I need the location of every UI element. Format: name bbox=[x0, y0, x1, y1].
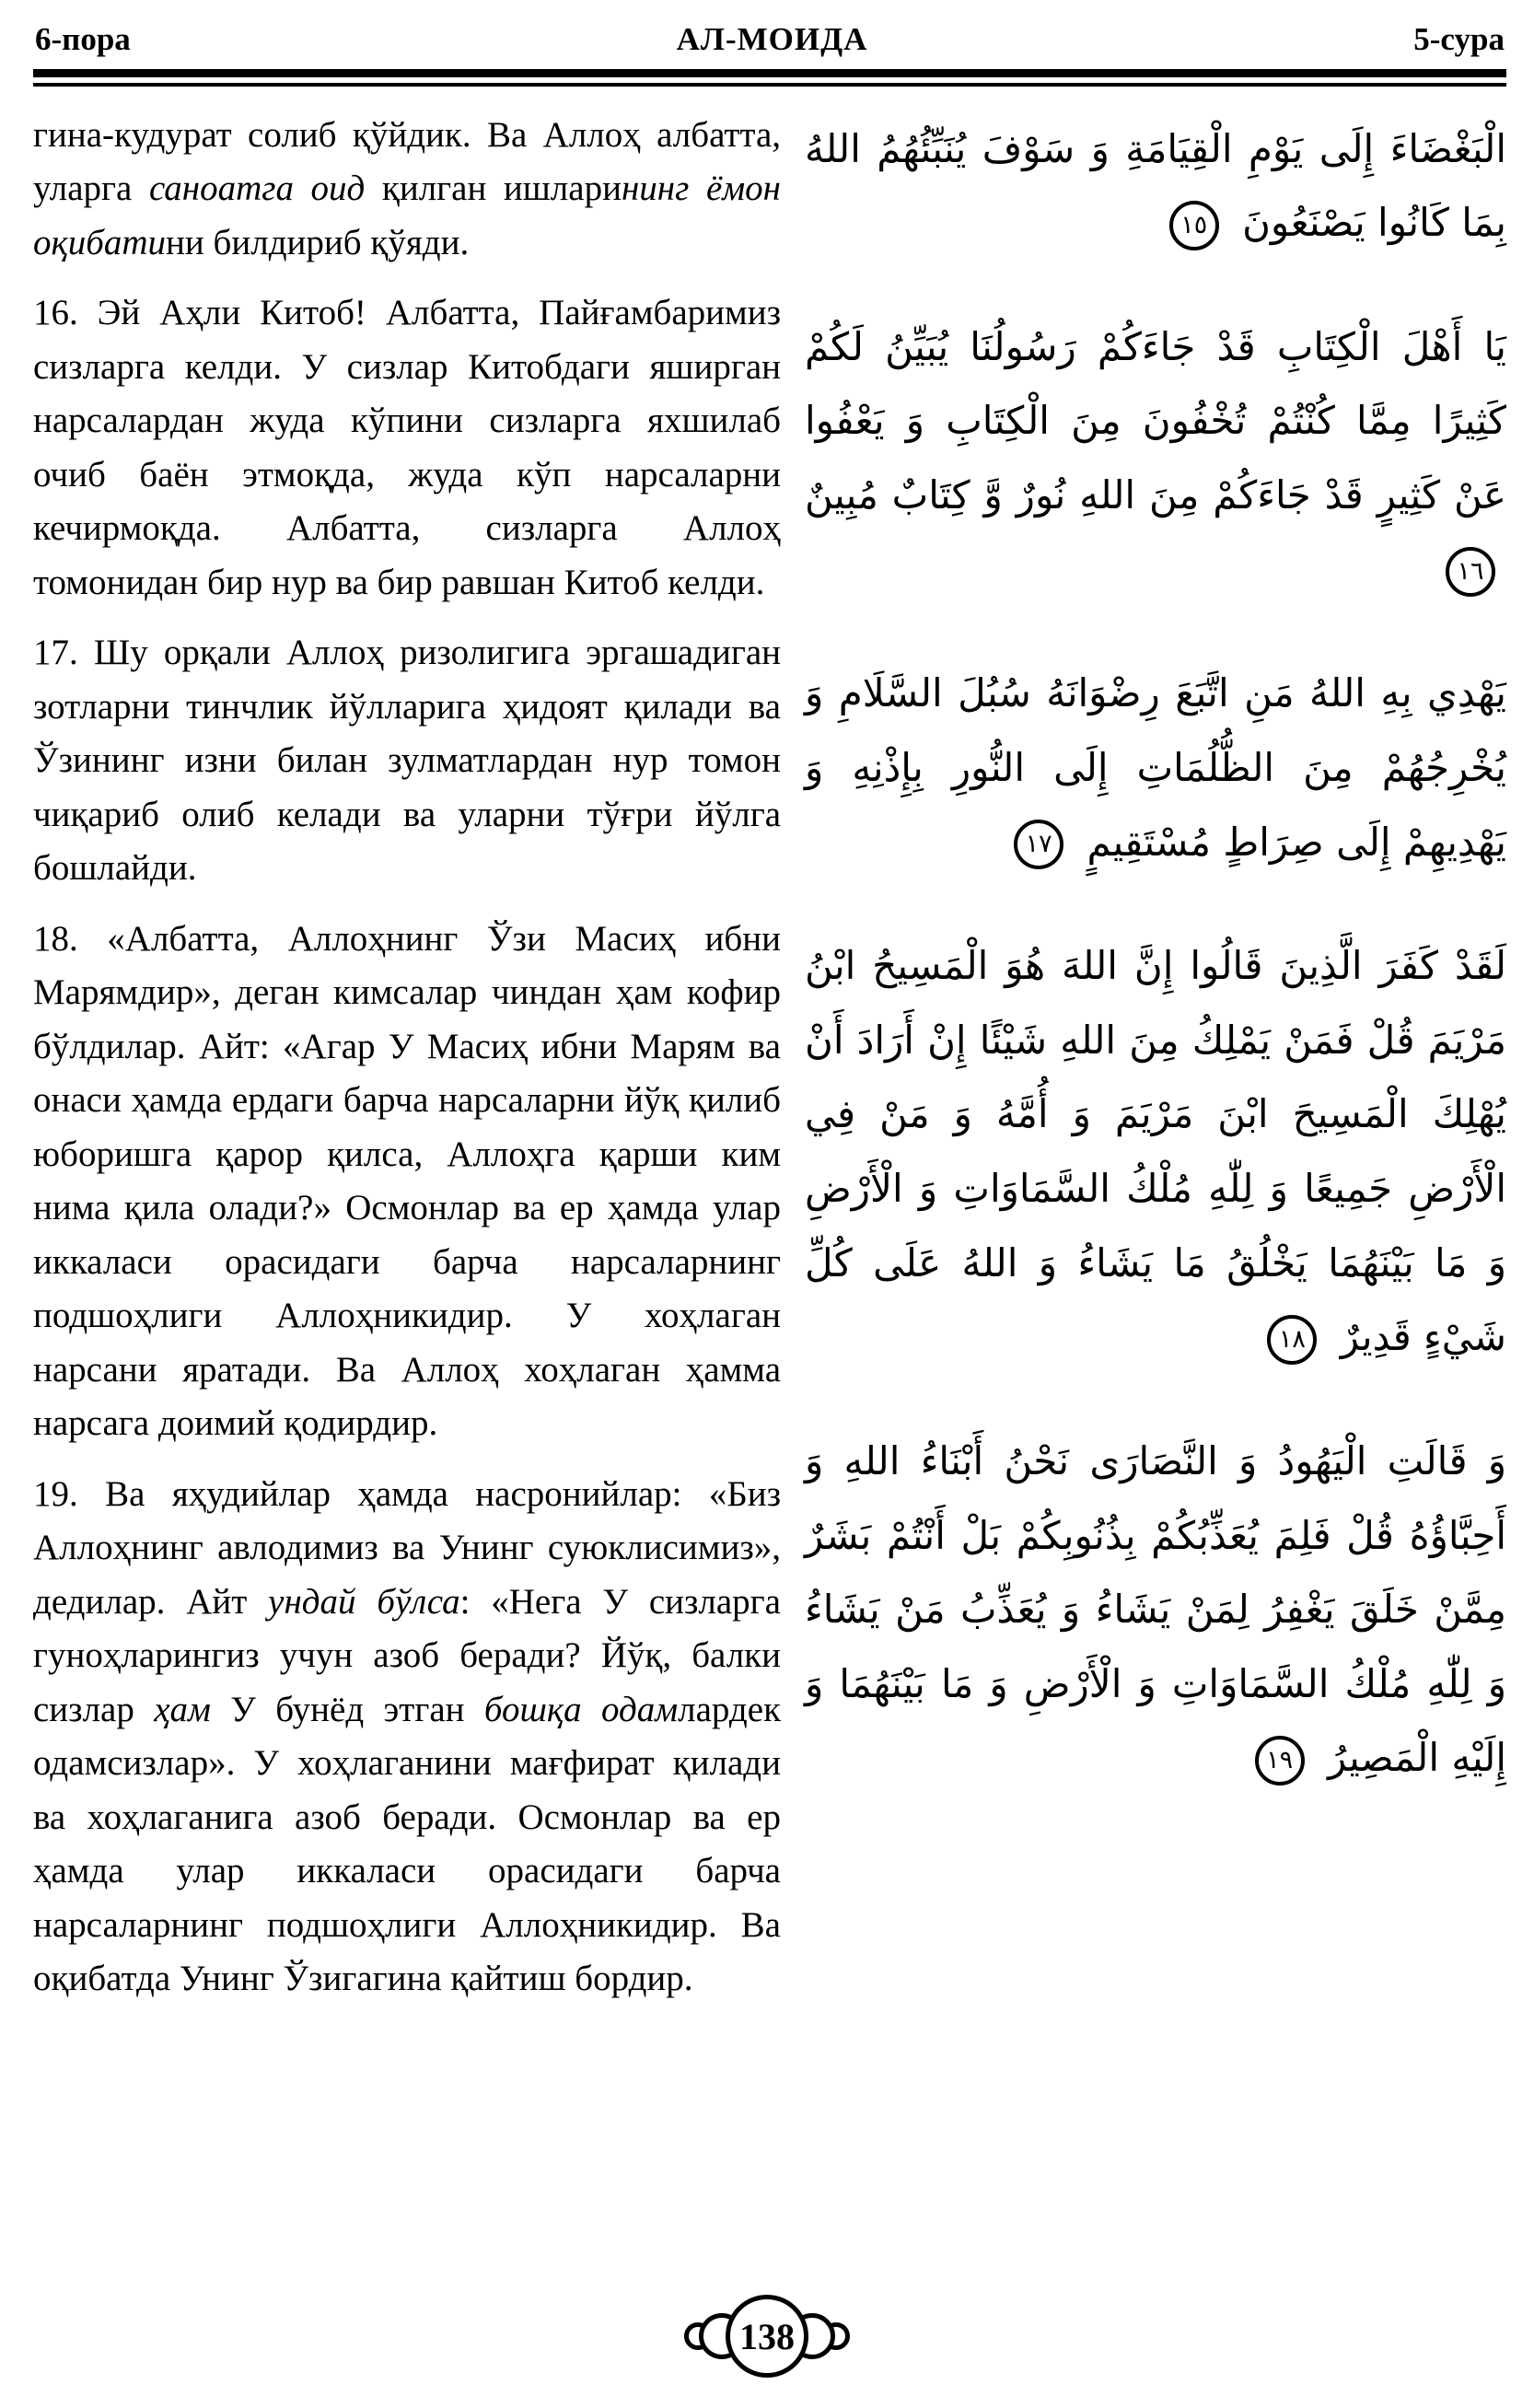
italic-text-run: нинг ёмон оқибати bbox=[33, 169, 781, 262]
ayah-number-marker: ١٦ bbox=[1446, 547, 1495, 597]
text-run: қилган ишлари bbox=[365, 169, 622, 208]
page-number-ornament bbox=[675, 2292, 859, 2380]
header-sura-number: 5-сура bbox=[1413, 21, 1505, 57]
text-run: 18. «Албатта, Аллоҳнинг Ўзи Масиҳ ибни Марямдир», деган кимсалар чиндан ҳам кофир бўлдилар. Айт: «Агар У Масиҳ ибни Марям ва онаси ҳамда ердаги барча нарсаларни йўқ қилиб юборишга қарор қилса, Аллоҳга қарши ким нима қила олади?» Осмонлар ва ер ҳамда улар иккаласи орасидаги барча нарсаларнинг подшоҳлиги Аллоҳникидир. У хоҳлаган нарсани яратади. Ва Аллоҳ хоҳлаган ҳамма нарсага доимий қодирдир. bbox=[33, 918, 781, 1443]
text-run: : «Нега У сизларга гуноҳларингиз учун азоб беради? Йўқ, балки сизлар bbox=[33, 1581, 781, 1729]
translation-paragraph bbox=[33, 626, 781, 896]
ayah-number-marker: ١٨ bbox=[1267, 1315, 1317, 1365]
arabic-verse-block bbox=[805, 929, 1506, 1375]
translation-paragraph bbox=[33, 286, 781, 610]
arabic-verse-block bbox=[805, 112, 1506, 261]
header-rule-thick bbox=[33, 69, 1506, 77]
translation-paragraph bbox=[33, 1468, 781, 2007]
page-number: 138 bbox=[726, 2295, 808, 2378]
italic-text-run: саноатга оид bbox=[148, 169, 366, 208]
arabic-verse-text: يَهْدِي بِهِ اللهُ مَنِ اتَّبَعَ رِضْوَانَهُ سُبُلَ السَّلَامِ وَ يُخْرِجُهُمْ مِنَ الظُّلُمَاتِ إِلَى النُّورِ بِإِذْنِهِ وَ يَهْدِيهِمْ إِلَى صِرَاطٍ مُسْتَقِيمٍ bbox=[805, 670, 1506, 865]
translation-paragraph bbox=[33, 109, 781, 271]
arabic-verse-block bbox=[805, 657, 1506, 879]
text-run: ни билдириб қўяди. bbox=[166, 222, 470, 262]
ayah-number-marker: ١٥ bbox=[1169, 201, 1219, 250]
translation-column bbox=[33, 109, 781, 2023]
arabic-verse-text: وَ قَالَتِ الْيَهُودُ وَ النَّصَارَى نَحْنُ أَبْنَاءُ اللهِ وَ أَحِبَّاؤُهُ قُلْ فَلِمَ يُعَذِّبُكُمْ بِذُنُوبِكُمْ بَلْ أَنْتُمْ بَشَرٌ مِمَّنْ خَلَقَ يَغْفِرُ لِمَنْ يَشَاءُ وَ يُعَذِّبُ مَنْ يَشَاءُ وَ لِلّٰهِ مُلْكُ السَّمَاوَاتِ وَ الْأَرْضِ وَ مَا بَيْنَهُمَا وَ إِلَيْهِ الْمَصِيرُ bbox=[805, 1437, 1506, 1781]
arabic-verse-block bbox=[805, 1425, 1506, 1796]
text-run: У бунёд этган bbox=[210, 1689, 484, 1729]
header-rule-thin bbox=[33, 83, 1506, 87]
page-content bbox=[33, 109, 1506, 2023]
arabic-verse-text: يَا أَهْلَ الْكِتَابِ قَدْ جَاءَكُمْ رَسُولُنَا يُبَيِّنُ لَكُمْ كَثِيرًا مِمَّا كُنْتُمْ تُخْفُونَ مِنَ الْكِتَابِ وَ يَعْفُوا عَنْ كَثِيرٍ قَدْ جَاءَكُمْ مِنَ اللهِ نُورٌ وَّ كِتَابٌ مُبِينٌ bbox=[805, 323, 1506, 518]
text-run: лардек одамсизлар». У хоҳлаганини мағфират қилади ва хоҳлаганига азоб беради. Осмонлар ва ер ҳамда улар иккаласи орасидаги барча нарсаларнинг подшоҳлиги Аллоҳникидир. Ва оқибатда Унинг Ўзигагина қайтиш бордир. bbox=[33, 1689, 782, 1998]
arabic-verse-text: لَقَدْ كَفَرَ الَّذِينَ قَالُوا إِنَّ اللهَ هُوَ الْمَسِيحُ ابْنُ مَرْيَمَ قُلْ فَمَنْ يَمْلِكُ مِنَ اللهِ شَيْئًا إِنْ أَرَادَ أَنْ يُهْلِكَ الْمَسِيحَ ابْنَ مَرْيَمَ وَ أُمَّهُ وَ مَنْ فِي الْأَرْضِ جَمِيعًا وَ لِلّٰهِ مُلْكُ السَّمَاوَاتِ وَ الْأَرْضِ وَ مَا بَيْنَهُمَا يَخْلُقُ مَا يَشَاءُ وَ اللهُ عَلَى كُلِّ شَيْءٍ قَدِيرٌ bbox=[805, 943, 1506, 1360]
italic-text-run: бошқа одам bbox=[483, 1689, 679, 1729]
text-run: гина-кудурат солиб қўйдик. Ва Аллоҳ албатта, уларга bbox=[33, 114, 781, 208]
ayah-number-marker: ١٧ bbox=[1014, 820, 1063, 869]
text-run: 19. Ва яҳудийлар ҳамда насронийлар: «Биз Аллоҳнинг авлодимиз ва Унинг суюклисимиз», дедилар. Айт bbox=[33, 1473, 781, 1622]
translation-paragraph bbox=[33, 913, 781, 1451]
header-juz-label: 6-пора bbox=[35, 21, 131, 57]
italic-text-run: ҳам bbox=[154, 1689, 211, 1729]
ayah-number-marker: ١٩ bbox=[1255, 1736, 1305, 1786]
text-run: 16. Эй Аҳли Китоб! Албатта, Пайғамбаримиз сизларга келди. У сизлар Китобдаги яширган нарсалардан жуда кўпини сизларга яхшилаб очиб баён этмоқда, жуда кўп нарсаларни кечирмоқда. Албатта, сизларга Аллоҳ томонидан бир нур ва бир равшан Китоб келди. bbox=[33, 293, 781, 602]
text-run: 17. Шу орқали Аллоҳ ризолигига эргашадиган зотларни тинчлик йўлларига ҳидоят қилади ва Ўзининг изни билан зулматлардан нур томон чиқариб олиб келади ва уларни тўғри йўлга бошлайди. bbox=[33, 633, 781, 888]
italic-text-run: ундай бўлса bbox=[268, 1581, 460, 1622]
arabic-verse-text: الْبَغْضَاءَ إِلَى يَوْمِ الْقِيَامَةِ وَ سَوْفَ يُنَبِّئُهُمُ اللهُ بِمَا كَانُوا يَصْنَعُونَ bbox=[805, 125, 1506, 246]
arabic-column bbox=[805, 109, 1506, 2023]
page-footer bbox=[0, 2292, 1534, 2380]
arabic-verse-block bbox=[805, 310, 1506, 608]
header-sura-title: АЛ-МОИДА bbox=[676, 21, 868, 57]
page-header bbox=[33, 17, 1506, 58]
